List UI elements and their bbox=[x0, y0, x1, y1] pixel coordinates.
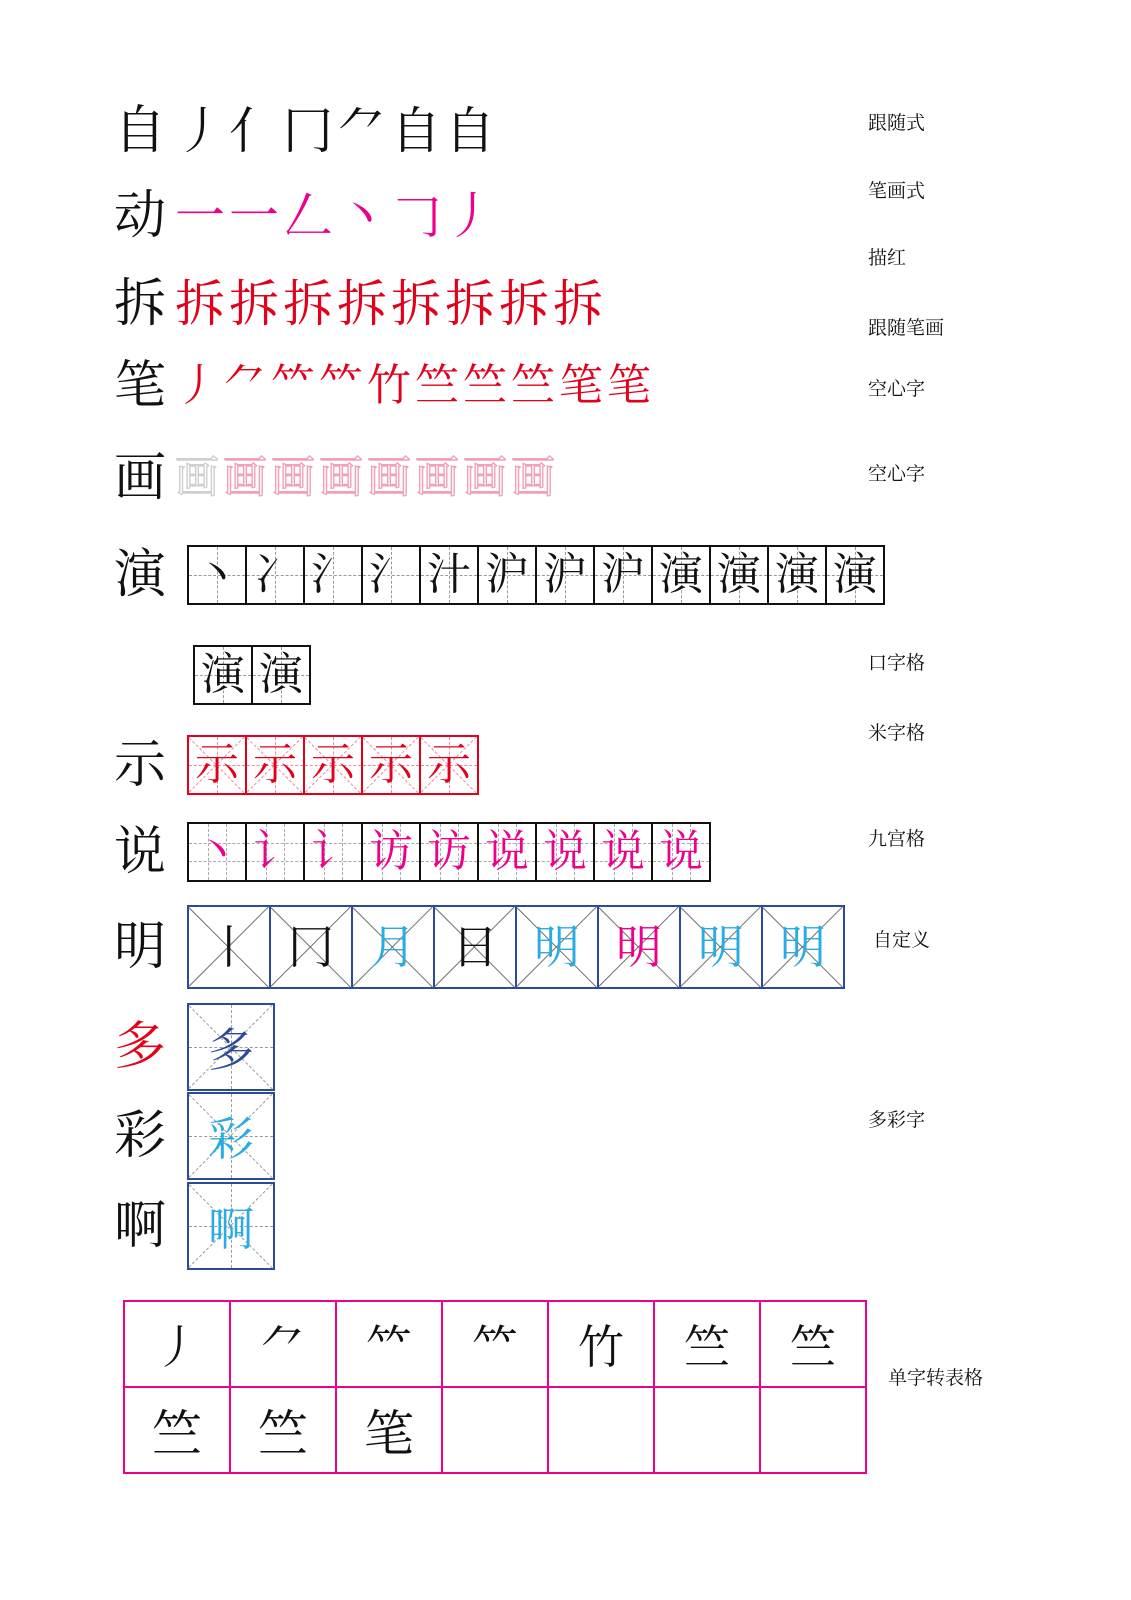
grid-cell[interactable] bbox=[269, 905, 353, 989]
table-cell[interactable] bbox=[654, 1301, 760, 1387]
colorful-cell[interactable] bbox=[187, 1003, 275, 1091]
grid-cell[interactable] bbox=[245, 545, 305, 605]
row-custom-grid bbox=[105, 905, 845, 989]
cell-glyph: 演 bbox=[833, 549, 877, 600]
stroke-glyph: 丿 bbox=[175, 102, 225, 160]
grid-cell[interactable] bbox=[433, 905, 517, 989]
style-label-hollow-1: 空心字 bbox=[868, 378, 926, 400]
style-label-trace: 描红 bbox=[868, 247, 907, 269]
cell-glyph: 沪 bbox=[485, 549, 529, 600]
grid-cell[interactable] bbox=[187, 822, 247, 882]
cell-glyph: 丶 bbox=[195, 826, 239, 877]
row-colorful-duo bbox=[105, 1003, 275, 1091]
grid-cell[interactable] bbox=[419, 822, 479, 882]
cell-glyph: 丨 bbox=[206, 920, 252, 974]
cell-glyph: 沪 bbox=[543, 549, 587, 600]
cell-glyph: 𥫗 bbox=[472, 1320, 518, 1374]
stroke-sequence-zi bbox=[175, 102, 499, 160]
cell-glyph: 说 bbox=[601, 826, 645, 877]
grid-cell[interactable] bbox=[351, 905, 435, 989]
stroke-glyph: 竹 bbox=[367, 360, 411, 411]
single-char-table bbox=[123, 1300, 867, 1474]
grid-cell[interactable] bbox=[187, 735, 247, 795]
style-label-follow: 跟随式 bbox=[868, 112, 926, 134]
cell-glyph: 说 bbox=[543, 826, 587, 877]
cell-glyph: 说 bbox=[659, 826, 703, 877]
cell-glyph: 冂 bbox=[288, 920, 334, 974]
stroke-glyph: 拆 bbox=[175, 275, 225, 333]
cell-glyph: 示 bbox=[311, 739, 355, 790]
grid-cell[interactable] bbox=[825, 545, 885, 605]
stroke-glyph: 画 bbox=[511, 452, 555, 503]
grid-cell[interactable] bbox=[187, 905, 271, 989]
cell-glyph: 沪 bbox=[601, 549, 645, 600]
row-colorful-cai bbox=[105, 1092, 275, 1180]
cell-glyph: 演 bbox=[201, 649, 245, 700]
cell-glyph: 竹 bbox=[578, 1320, 624, 1374]
stroke-sequence-bi bbox=[175, 360, 655, 411]
style-label-colorful: 多彩字 bbox=[868, 1109, 926, 1131]
row-trace-red bbox=[105, 274, 607, 334]
stroke-glyph: 丶 bbox=[337, 187, 387, 245]
grid-cell[interactable] bbox=[767, 545, 827, 605]
table-cell[interactable] bbox=[548, 1301, 654, 1387]
cell-glyph: ⺈ bbox=[260, 1320, 306, 1374]
row-mi-grid bbox=[105, 735, 479, 795]
grid-cell[interactable] bbox=[361, 822, 421, 882]
row-colorful-a bbox=[105, 1182, 275, 1270]
stroke-glyph: 拆 bbox=[283, 275, 333, 333]
cell-glyph: 演 bbox=[775, 549, 819, 600]
cell-glyph: 日 bbox=[452, 920, 498, 974]
style-label-jiu: 九宫格 bbox=[868, 828, 926, 850]
cell-glyph: 演 bbox=[717, 549, 761, 600]
grid-cell[interactable] bbox=[303, 822, 363, 882]
table-cell[interactable] bbox=[442, 1301, 548, 1387]
row-follow-style bbox=[105, 101, 499, 161]
colorful-cell[interactable] bbox=[187, 1182, 275, 1270]
grid-cell[interactable] bbox=[593, 545, 653, 605]
mi-cell-row bbox=[187, 735, 479, 795]
kou-cell-row-2 bbox=[193, 645, 311, 705]
row-stroke-style bbox=[105, 186, 499, 246]
stroke-glyph: 画 bbox=[415, 452, 459, 503]
cell-glyph: 𥫗 bbox=[366, 1320, 412, 1374]
style-label-kou: 口字格 bbox=[868, 652, 926, 674]
style-label-custom: 自定义 bbox=[873, 929, 931, 951]
row-head-char-shuo: 说 bbox=[113, 822, 166, 882]
stroke-glyph: 自 bbox=[445, 102, 495, 160]
cell-glyph: 明 bbox=[616, 920, 662, 974]
grid-cell[interactable] bbox=[245, 735, 305, 795]
stroke-glyph: 一 bbox=[229, 187, 279, 245]
stroke-glyph: 笔 bbox=[607, 360, 651, 411]
stroke-glyph: 画 bbox=[271, 452, 315, 503]
grid-cell[interactable] bbox=[477, 822, 537, 882]
cell-glyph: 明 bbox=[534, 920, 580, 974]
cell-glyph: 竺 bbox=[684, 1320, 730, 1374]
stroke-glyph: ⺈ bbox=[337, 102, 387, 160]
table-cell[interactable] bbox=[230, 1387, 336, 1473]
stroke-glyph: 𥫗 bbox=[319, 360, 363, 411]
row-follow-stroke bbox=[105, 356, 655, 416]
kou-cell-row bbox=[187, 545, 885, 605]
grid-cell[interactable] bbox=[761, 905, 845, 989]
cell-glyph: 访 bbox=[369, 826, 413, 877]
grid-cell[interactable] bbox=[515, 905, 599, 989]
row-head-char-yan: 演 bbox=[113, 545, 166, 605]
stroke-glyph: 拆 bbox=[499, 275, 549, 333]
row-head-char-dong: 动 bbox=[113, 186, 166, 246]
stroke-glyph: 𠃋 bbox=[283, 187, 333, 245]
stroke-glyph: 亻 bbox=[229, 102, 279, 160]
style-label-stroke: 笔画式 bbox=[868, 180, 926, 202]
grid-cell[interactable] bbox=[187, 545, 247, 605]
row-hollow bbox=[105, 448, 559, 508]
cell-glyph: 示 bbox=[195, 739, 239, 790]
stroke-glyph: 丿 bbox=[445, 187, 495, 245]
cell-glyph: 冫 bbox=[253, 549, 297, 600]
grid-cell[interactable] bbox=[535, 822, 595, 882]
cell-glyph: 丶 bbox=[195, 549, 239, 600]
row-head-char-chai: 拆 bbox=[113, 274, 166, 334]
cell-glyph: 示 bbox=[253, 739, 297, 790]
cell-glyph: 演 bbox=[259, 649, 303, 700]
row-head-char-hua: 画 bbox=[113, 448, 166, 508]
style-label-mi: 米字格 bbox=[868, 722, 926, 744]
stroke-glyph: 竺 bbox=[511, 360, 555, 411]
grid-cell[interactable] bbox=[251, 645, 311, 705]
grid-cell[interactable] bbox=[419, 735, 479, 795]
stroke-glyph: 竺 bbox=[463, 360, 507, 411]
cell-glyph: 笔 bbox=[364, 1405, 414, 1463]
cell-glyph: 月 bbox=[370, 920, 416, 974]
row-head-char-shi: 示 bbox=[113, 735, 166, 795]
grid-cell[interactable] bbox=[651, 822, 711, 882]
grid-cell[interactable] bbox=[245, 822, 305, 882]
custom-cell-row bbox=[187, 905, 845, 989]
stroke-sequence-dong bbox=[175, 187, 499, 245]
grid-cell[interactable] bbox=[535, 545, 595, 605]
stroke-glyph: 𠃌 bbox=[391, 187, 441, 245]
row-head-char-duo: 多 bbox=[113, 1017, 166, 1077]
stroke-glyph: 画 bbox=[223, 452, 267, 503]
grid-cell[interactable] bbox=[303, 735, 363, 795]
cell-glyph: 丿 bbox=[154, 1320, 200, 1374]
table-cell[interactable] bbox=[336, 1387, 442, 1473]
table-cell[interactable] bbox=[336, 1301, 442, 1387]
stroke-glyph: 拆 bbox=[553, 275, 603, 333]
table-cell[interactable] bbox=[760, 1387, 866, 1473]
row-head-char-bi: 笔 bbox=[113, 356, 166, 416]
cell-glyph: 明 bbox=[698, 920, 744, 974]
stroke-glyph: 一 bbox=[175, 187, 225, 245]
style-label-hollow-2: 空心字 bbox=[868, 463, 926, 485]
grid-cell[interactable] bbox=[477, 545, 537, 605]
grid-cell[interactable] bbox=[303, 545, 363, 605]
stroke-glyph: 画 bbox=[367, 452, 411, 503]
cell-glyph: 竺 bbox=[258, 1405, 308, 1463]
stroke-glyph: 画 bbox=[175, 452, 219, 503]
table-cell[interactable] bbox=[548, 1387, 654, 1473]
cell-glyph: 讠 bbox=[311, 826, 355, 877]
row-head-char-ming: 明 bbox=[113, 917, 166, 977]
grid-cell[interactable] bbox=[193, 645, 253, 705]
cell-glyph: 氵 bbox=[369, 549, 413, 600]
table-row bbox=[124, 1387, 866, 1473]
table-cell[interactable] bbox=[654, 1387, 760, 1473]
cell-glyph: 氵 bbox=[311, 549, 355, 600]
cell-glyph: 汁 bbox=[427, 549, 471, 600]
table-row bbox=[124, 1301, 866, 1387]
cell-glyph: 说 bbox=[485, 826, 529, 877]
style-label-follow-stroke: 跟随笔画 bbox=[868, 317, 945, 339]
stroke-glyph: 拆 bbox=[229, 275, 279, 333]
cell-glyph: 明 bbox=[780, 920, 826, 974]
cell-glyph: 竺 bbox=[152, 1405, 202, 1463]
grid-cell[interactable] bbox=[597, 905, 681, 989]
row-head-char-cai: 彩 bbox=[113, 1106, 166, 1166]
cell-glyph: 示 bbox=[427, 739, 471, 790]
stroke-glyph: ⺈ bbox=[223, 360, 267, 411]
grid-cell[interactable] bbox=[593, 822, 653, 882]
table-cell[interactable] bbox=[124, 1387, 230, 1473]
stroke-sequence-chai bbox=[175, 275, 607, 333]
cell-glyph: 多 bbox=[208, 1023, 254, 1077]
cell-glyph: 演 bbox=[659, 549, 703, 600]
stroke-glyph: 丿 bbox=[175, 360, 219, 411]
grid-cell[interactable] bbox=[361, 545, 421, 605]
table-cell[interactable] bbox=[230, 1301, 336, 1387]
cell-glyph: 竺 bbox=[790, 1320, 836, 1374]
colorful-cell[interactable] bbox=[187, 1092, 275, 1180]
row-head-char-a: 啊 bbox=[113, 1196, 166, 1256]
stroke-glyph: 冂 bbox=[283, 102, 333, 160]
stroke-glyph: 自 bbox=[391, 102, 441, 160]
cell-glyph: 访 bbox=[427, 826, 471, 877]
stroke-glyph: 拆 bbox=[337, 275, 387, 333]
stroke-glyph: 拆 bbox=[391, 275, 441, 333]
row-head-char-zi: 自 bbox=[113, 101, 166, 161]
stroke-glyph: 𥫗 bbox=[271, 360, 315, 411]
row-jiu-grid bbox=[105, 822, 711, 882]
grid-cell[interactable] bbox=[651, 545, 711, 605]
row-kou-grid-2 bbox=[193, 645, 311, 705]
stroke-glyph: 拆 bbox=[445, 275, 495, 333]
grid-cell[interactable] bbox=[679, 905, 763, 989]
cell-glyph: 讠 bbox=[253, 826, 297, 877]
table-cell[interactable] bbox=[124, 1301, 230, 1387]
stroke-sequence-hua bbox=[175, 452, 559, 503]
jiu-cell-row bbox=[187, 822, 711, 882]
cell-glyph: 彩 bbox=[208, 1112, 254, 1166]
table-cell[interactable] bbox=[760, 1301, 866, 1387]
stroke-glyph: 画 bbox=[319, 452, 363, 503]
table-cell[interactable] bbox=[442, 1387, 548, 1473]
grid-cell[interactable] bbox=[709, 545, 769, 605]
cell-glyph: 啊 bbox=[208, 1202, 254, 1256]
style-label-table: 单字转表格 bbox=[888, 1367, 984, 1389]
row-kou-grid bbox=[105, 545, 885, 605]
stroke-glyph: 笔 bbox=[559, 360, 603, 411]
grid-cell[interactable] bbox=[419, 545, 479, 605]
stroke-glyph: 竺 bbox=[415, 360, 459, 411]
cell-glyph: 示 bbox=[369, 739, 413, 790]
stroke-glyph: 画 bbox=[463, 452, 507, 503]
grid-cell[interactable] bbox=[361, 735, 421, 795]
